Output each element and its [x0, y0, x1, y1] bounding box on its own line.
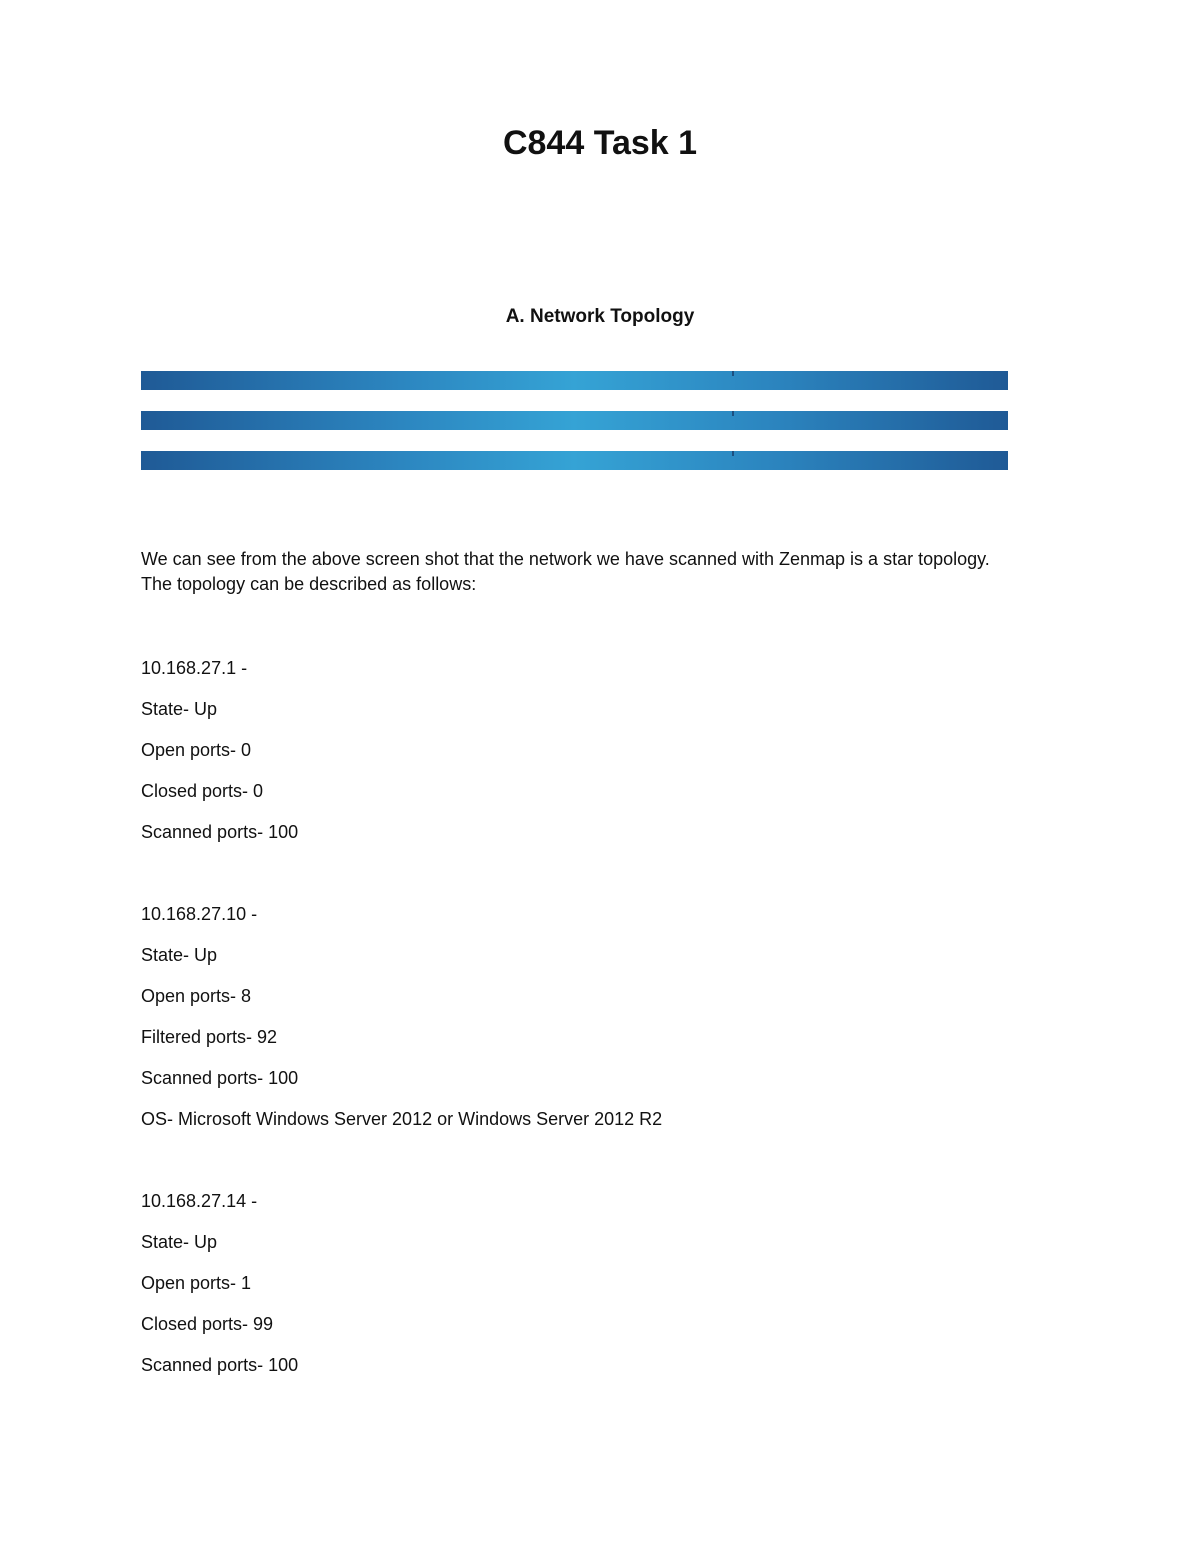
- document-title: C844 Task 1: [502, 124, 698, 162]
- intro-paragraph: We can see from the above screen shot that the network we have scanned with Zenmap is a star topology. The topology can be described as follows:: [141, 549, 990, 594]
- host-ip: 10.168.27.10 -: [141, 904, 258, 924]
- banner-tick: [732, 451, 734, 456]
- section-heading: A. Network Topology: [505, 306, 695, 327]
- host-scanned-ports: Scanned ports- 100: [141, 822, 299, 842]
- host-ip: 10.168.27.1 -: [141, 658, 248, 678]
- host-scanned-ports: Scanned ports- 100: [141, 1068, 299, 1088]
- topology-image-banner: [141, 451, 1008, 470]
- host-block: [141, 1181, 1041, 1386]
- host-block: [141, 894, 1041, 1140]
- host-scanned-ports: Scanned ports- 100: [141, 1355, 299, 1375]
- host-ip: 10.168.27.14 -: [141, 1191, 258, 1211]
- host-open-ports: Open ports- 8: [141, 986, 252, 1006]
- topology-image-banner: [141, 371, 1008, 390]
- host-os: OS- Microsoft Windows Server 2012 or Windows Server 2012 R2: [141, 1109, 663, 1129]
- host-open-ports: Open ports- 0: [141, 740, 252, 760]
- host-closed-ports: Closed ports- 99: [141, 1314, 274, 1334]
- host-filtered-ports: Filtered ports- 92: [141, 1027, 278, 1047]
- host-state: State- Up: [141, 945, 218, 965]
- banner-tick: [732, 371, 734, 376]
- host-state: State- Up: [141, 699, 218, 719]
- host-open-ports: Open ports- 1: [141, 1273, 252, 1293]
- host-closed-ports: Closed ports- 0: [141, 781, 264, 801]
- topology-image-banner: [141, 411, 1008, 430]
- host-state: State- Up: [141, 1232, 218, 1252]
- banner-tick: [732, 411, 734, 416]
- host-block: [141, 648, 1041, 853]
